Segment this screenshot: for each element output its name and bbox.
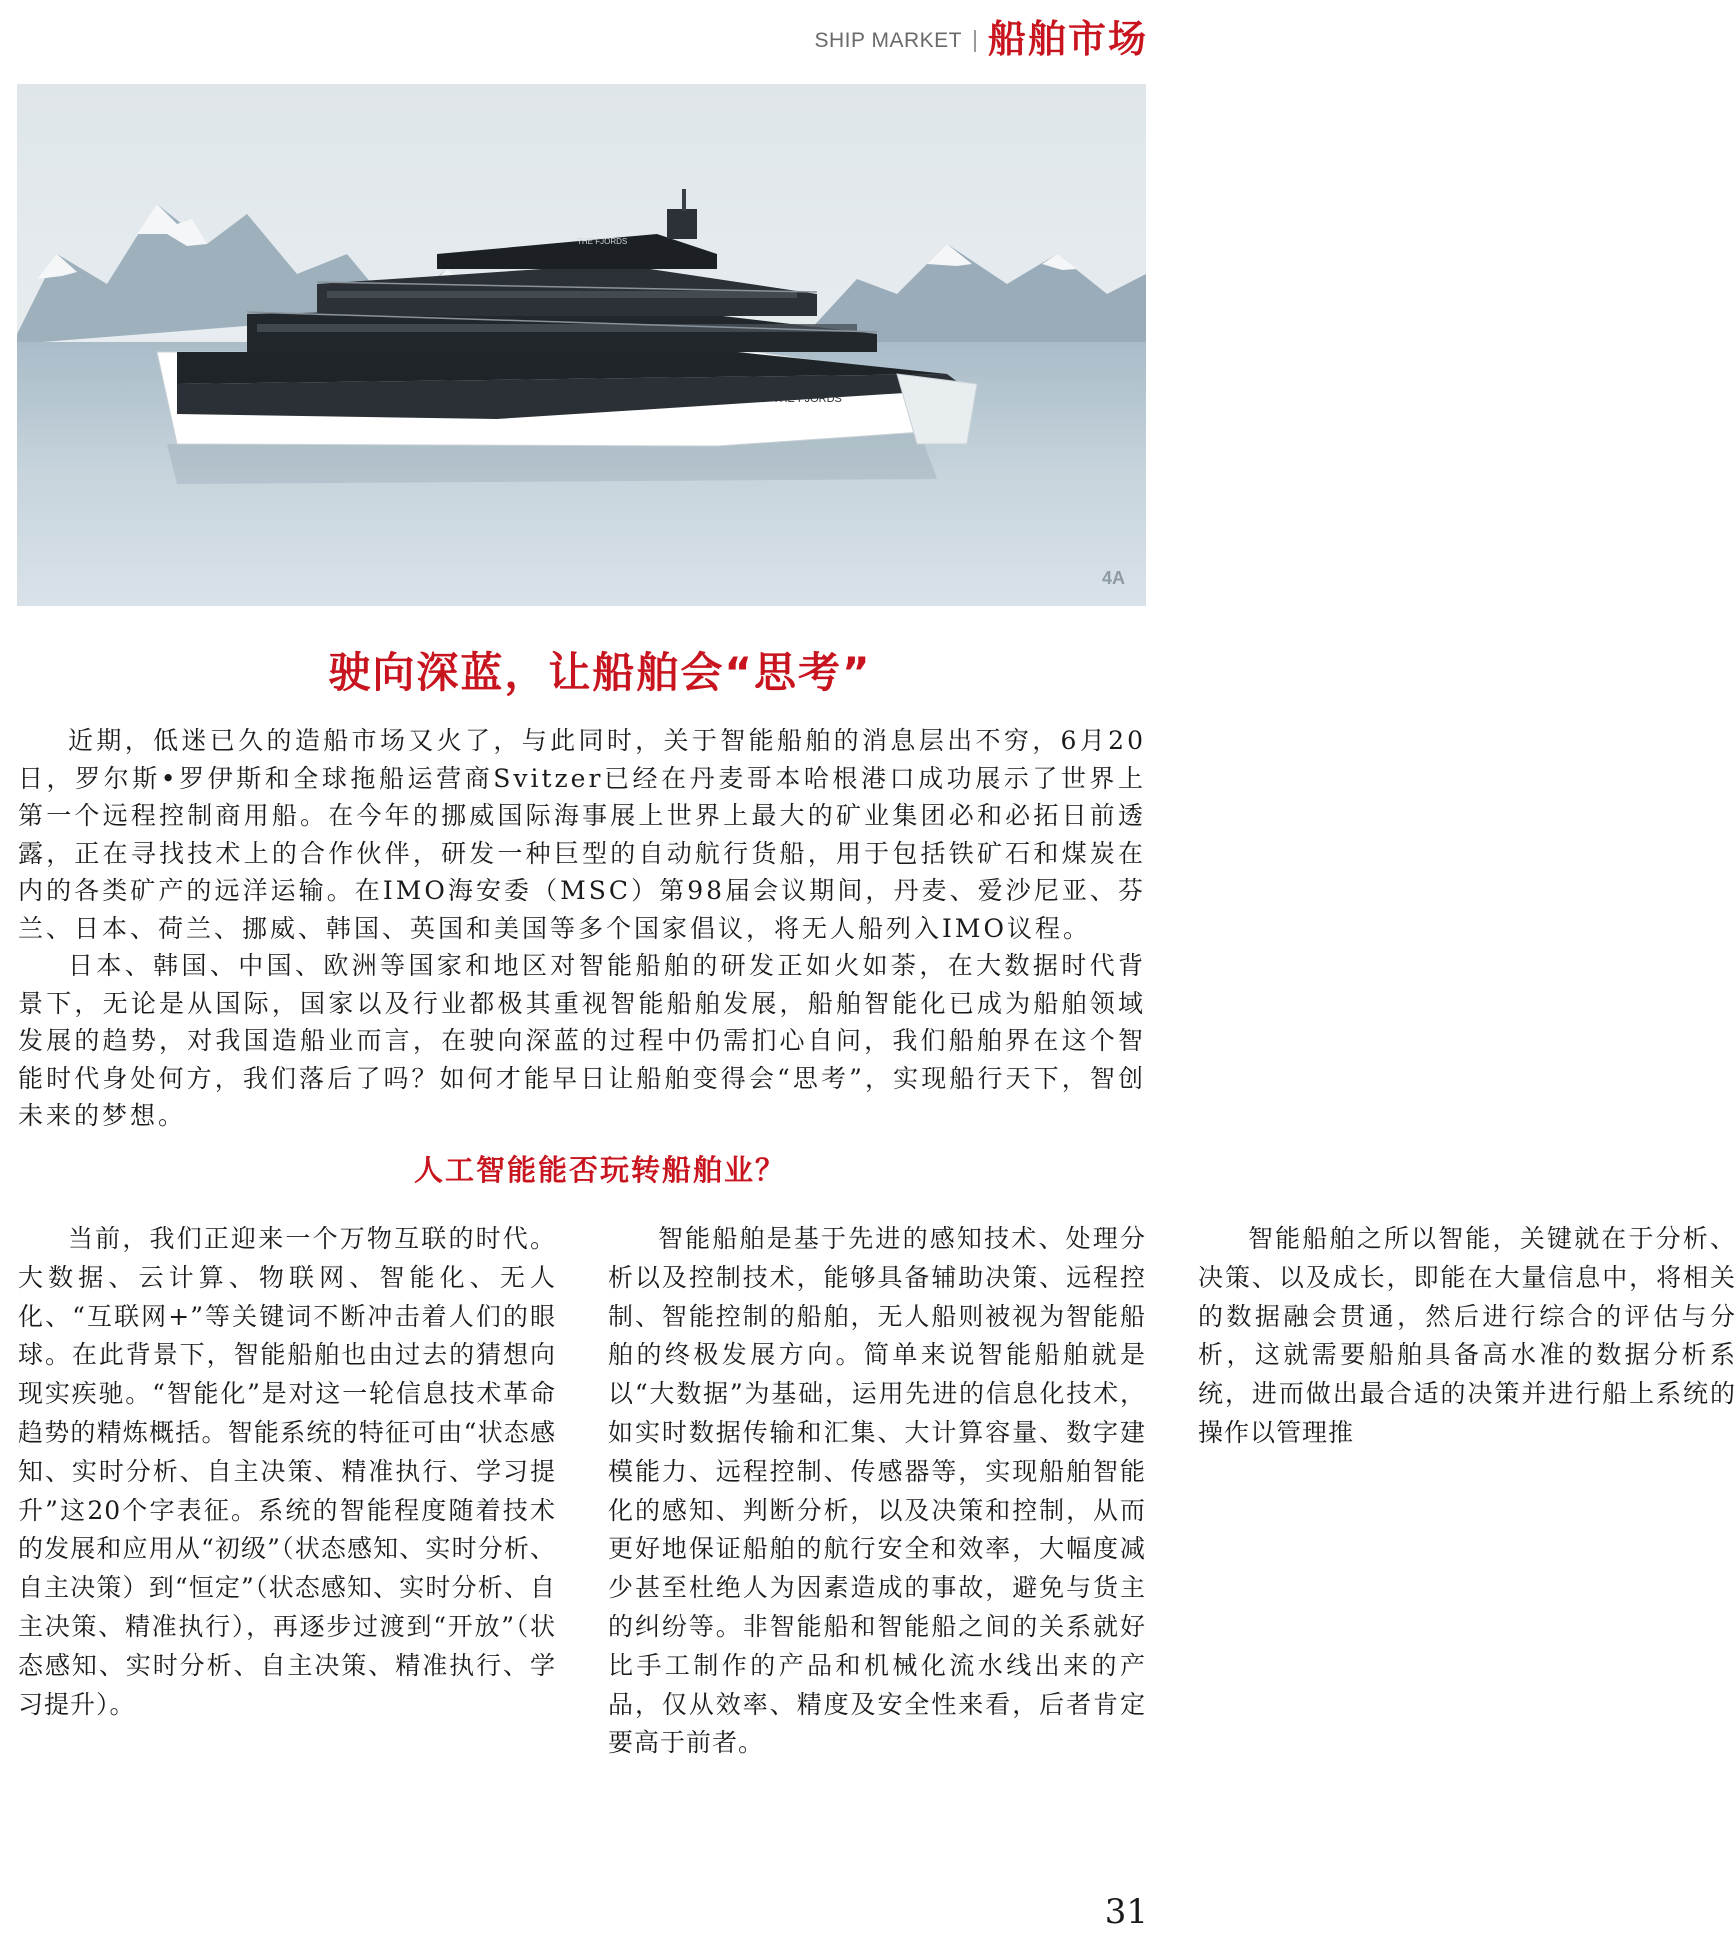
intro-section <box>18 722 1146 1135</box>
body-paragraph: 智能船舶之所以智能，关键就在于分析、决策、以及成长，即能在大量信息中，将相关的数据融会贯通，然后进行综合的评估与分析，这就需要船舶具备高水准的数据分析系统，进而做出最合适的决策并进行船上系统的操作以管理推 <box>1198 1224 1736 1447</box>
section-header <box>815 10 1149 60</box>
section-subtitle: 人工智能能否玩转船舶业？ <box>413 1153 786 1187</box>
body-paragraph: 当前，我们正迎来一个万物互联的时代。大数据、云计算、物联网、智能化、无人化、“互联网+”等关键词不断冲击着人们的眼球。在此背景下，智能船舶也由过去的猜想向现实疾驰。“智能化”是对这一轮信息技术革命趋势的精炼概括。智能系统的特征可由“状态感知、实时分析、自主决策、精准执行、学习提升”这20个字表征。系统的智能程度随着技术的发展和应用从“初级”（状态感知、实时分析、自主决策）到“恒定”（状态感知、实时分析、自主决策、精准执行），再逐步过渡到“开放”（状态感知、实时分析、自主决策、精准执行、学习提升）。 <box>18 1224 556 1719</box>
ship-illustration <box>17 84 1146 606</box>
body-columns <box>18 1220 1736 1790</box>
hero-image-ship <box>17 84 1146 606</box>
intro-paragraph: 近期，低迷已久的造船市场又火了，与此同时，关于智能船舶的消息层出不穷，6月20日，罗尔斯•罗伊斯和全球拖船运营商Svitzer已经在丹麦哥本哈根港口成功展示了世界上第一个远程控制商用船。在今年的挪威国际海事展上世界上最大的矿业集团必和必拓日前透露，正在寻找技术上的合作伙伴，研发一种巨型的自动航行货船，用于包括铁矿石和煤炭在内的各类矿产的远洋运输。在IMO海安委（MSC）第98届会议期间，丹麦、爱沙尼亚、芬兰、日本、荷兰、挪威、韩国、英国和美国等多个国家倡议，将无人船列入IMO议程。 <box>18 726 1146 943</box>
intro-paragraph: 日本、韩国、中国、欧洲等国家和地区对智能船舶的研发正如火如荼，在大数据时代背景下，无论是从国际，国家以及行业都极其重视智能船舶发展，船舶智能化已成为船舶领域发展的趋势，对我国造船业而言，在驶向深蓝的过程中仍需扪心自问，我们船舶界在这个智能时代身处何方，我们落后了吗？如何才能早日让船舶变得会“思考”，实现船行天下，智创未来的梦想。 <box>18 951 1146 1130</box>
header-divider <box>974 30 976 52</box>
watermark: 4A <box>1102 568 1126 588</box>
section-label-cn: 船舶市场 <box>987 16 1148 61</box>
page-number: 31 <box>1104 1892 1148 1932</box>
article-title: 驶向深蓝，让船舶会“思考” <box>328 648 872 697</box>
body-paragraph: 智能船舶是基于先进的感知技术、处理分析以及控制技术，能够具备辅助决策、远程控制、智能控制的船舶，无人船则被视为智能船舶的终极发展方向。简单来说智能船舶就是以“大数据”为基础，运用先进的信息化技术，如实时数据传输和汇集、大计算容量、数字建模能力、远程控制、传感器等，实现船舶智能化的感知、判断分析，以及决策和控制，从而更好地保证船舶的航行安全和效率，大幅度减少甚至杜绝人为因素造成的事故，避免与货主的纠纷等。非智能船和智能船之间的关系就好比手工制作的产品和机械化流水线出来的产品，仅从效率、精度及安全性来看，后者肯定要高于前者。 <box>608 1224 1146 1758</box>
section-label-en: SHIP MARKET <box>814 29 962 52</box>
ship-brand-lettering: THE FJORDS <box>577 237 628 246</box>
hull-lettering: FUTURE OF THE FJORDS <box>707 393 842 405</box>
